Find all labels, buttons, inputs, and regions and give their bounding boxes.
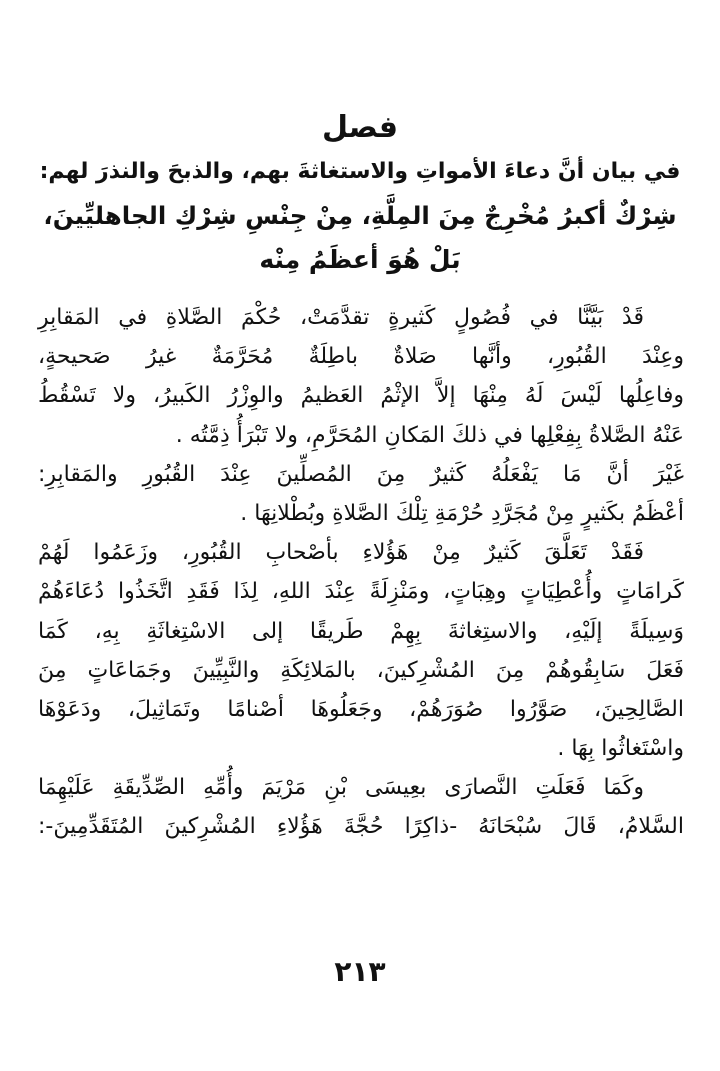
page-number: ٢١٣ — [334, 955, 386, 988]
body-line: وفاعِلُها لَيْسَ لَهُ مِنْهَا إلاَّ الإثْمُ العَظيمُ والوِزْرُ الكَبيرُ، ولا تَسْقُطُ — [38, 383, 684, 409]
subtitle-line: بَلْ هُوَ أعظَمُ مِنْه — [259, 245, 461, 274]
subtitle-line: في بيان أنَّ دعاءَ الأمواتِ والاستغاثةَ بهم، والذبحَ والنذرَ لهم: — [39, 159, 681, 184]
body-line: كَرامَاتٍ وأُعْطِيَاتٍ وهِبَاتٍ، ومَنْزِلَةً عِنْدَ اللهِ، لِذَا فَقَدِ اتَّخَذُوا دُعَاءَهُمْ — [38, 579, 684, 605]
body-line: وكَمَا فَعَلَتِ النَّصارَى بعِيسَى بْنِ مَرْيَمَ وأُمِّهِ الصِّدِّيقَةِ عَلَيْهِمَا — [38, 775, 644, 801]
subtitle-line: شِرْكٌ أكبرُ مُخْرِجٌ مِنَ المِلَّةِ، مِنْ جِنْسِ شِرْكِ الجاهليِّينَ، — [43, 201, 677, 230]
body-line: فَعَلَ سَابِقُوهُمْ مِنَ المُشْرِكينَ، بالمَلائِكَةِ والنَّبِيِّينَ وجَمَاعَاتٍ مِنَ — [38, 657, 684, 683]
body-line: أعْظَمُ بكَثيرٍ مِنْ مُجَرَّدِ حُرْمَةِ تِلْكَ الصَّلاةِ وبُطْلانِهَا . — [240, 500, 684, 526]
body-line: عَنْهُ الصَّلاةُ بِفِعْلِها في ذلكَ المَكانِ المُحَرَّمِ، ولا تَبْرَأُ ذِمَّتُه . — [175, 422, 684, 448]
chapter-subtitle — [38, 150, 682, 282]
body-line: وَسِيلَةً إلَيْهِ، والاستِغاثةَ بِهِمْ طَريقًا إلى الاسْتِغاثَةِ بِهِ، كَمَا — [38, 618, 684, 644]
body-text — [38, 298, 684, 847]
body-line: قَدْ بَيَّنَّا في فُصُولٍ كَثيرةٍ تقدَّمَتْ، حُكْمَ الصَّلاةِ في المَقابِرِ — [38, 305, 644, 330]
body-line: الصَّالِحِينَ، صَوَّرُوا صُوَرَهُمْ، وجَعَلُوهَا أصْنامًا وتَمَاثِيلَ، ودَعَوْهَا — [38, 696, 684, 722]
body-line: السَّلامُ، قَالَ سُبْحَانَهُ -ذاكِرًا حُجَّةَ هَؤُلاءِ المُشْرِكينَ المُتَقَدِّمِينَ-: — [38, 814, 684, 840]
body-line: واسْتَغاثُوا بِهَا . — [557, 736, 684, 762]
body-line: فَقَدْ تَعَلَّقَ كَثيرٌ مِنْ هَؤُلاءِ بأصْحابِ القُبُورِ، وزَعَمُوا لَهُمْ — [38, 540, 644, 566]
chapter-heading: فصل — [322, 110, 398, 145]
body-line: وعِنْدَ القُبُورِ، وأنَّها صَلاةٌ باطِلَةٌ مُحَرَّمَةٌ غيرُ صَحيحةٍ، — [38, 344, 684, 370]
body-line: غَيْرَ أنَّ مَا يَفْعَلُهُ كَثيرٌ مِنَ المُصلِّينَ عِنْدَ القُبُورِ والمَقابِرِ: — [38, 461, 684, 487]
